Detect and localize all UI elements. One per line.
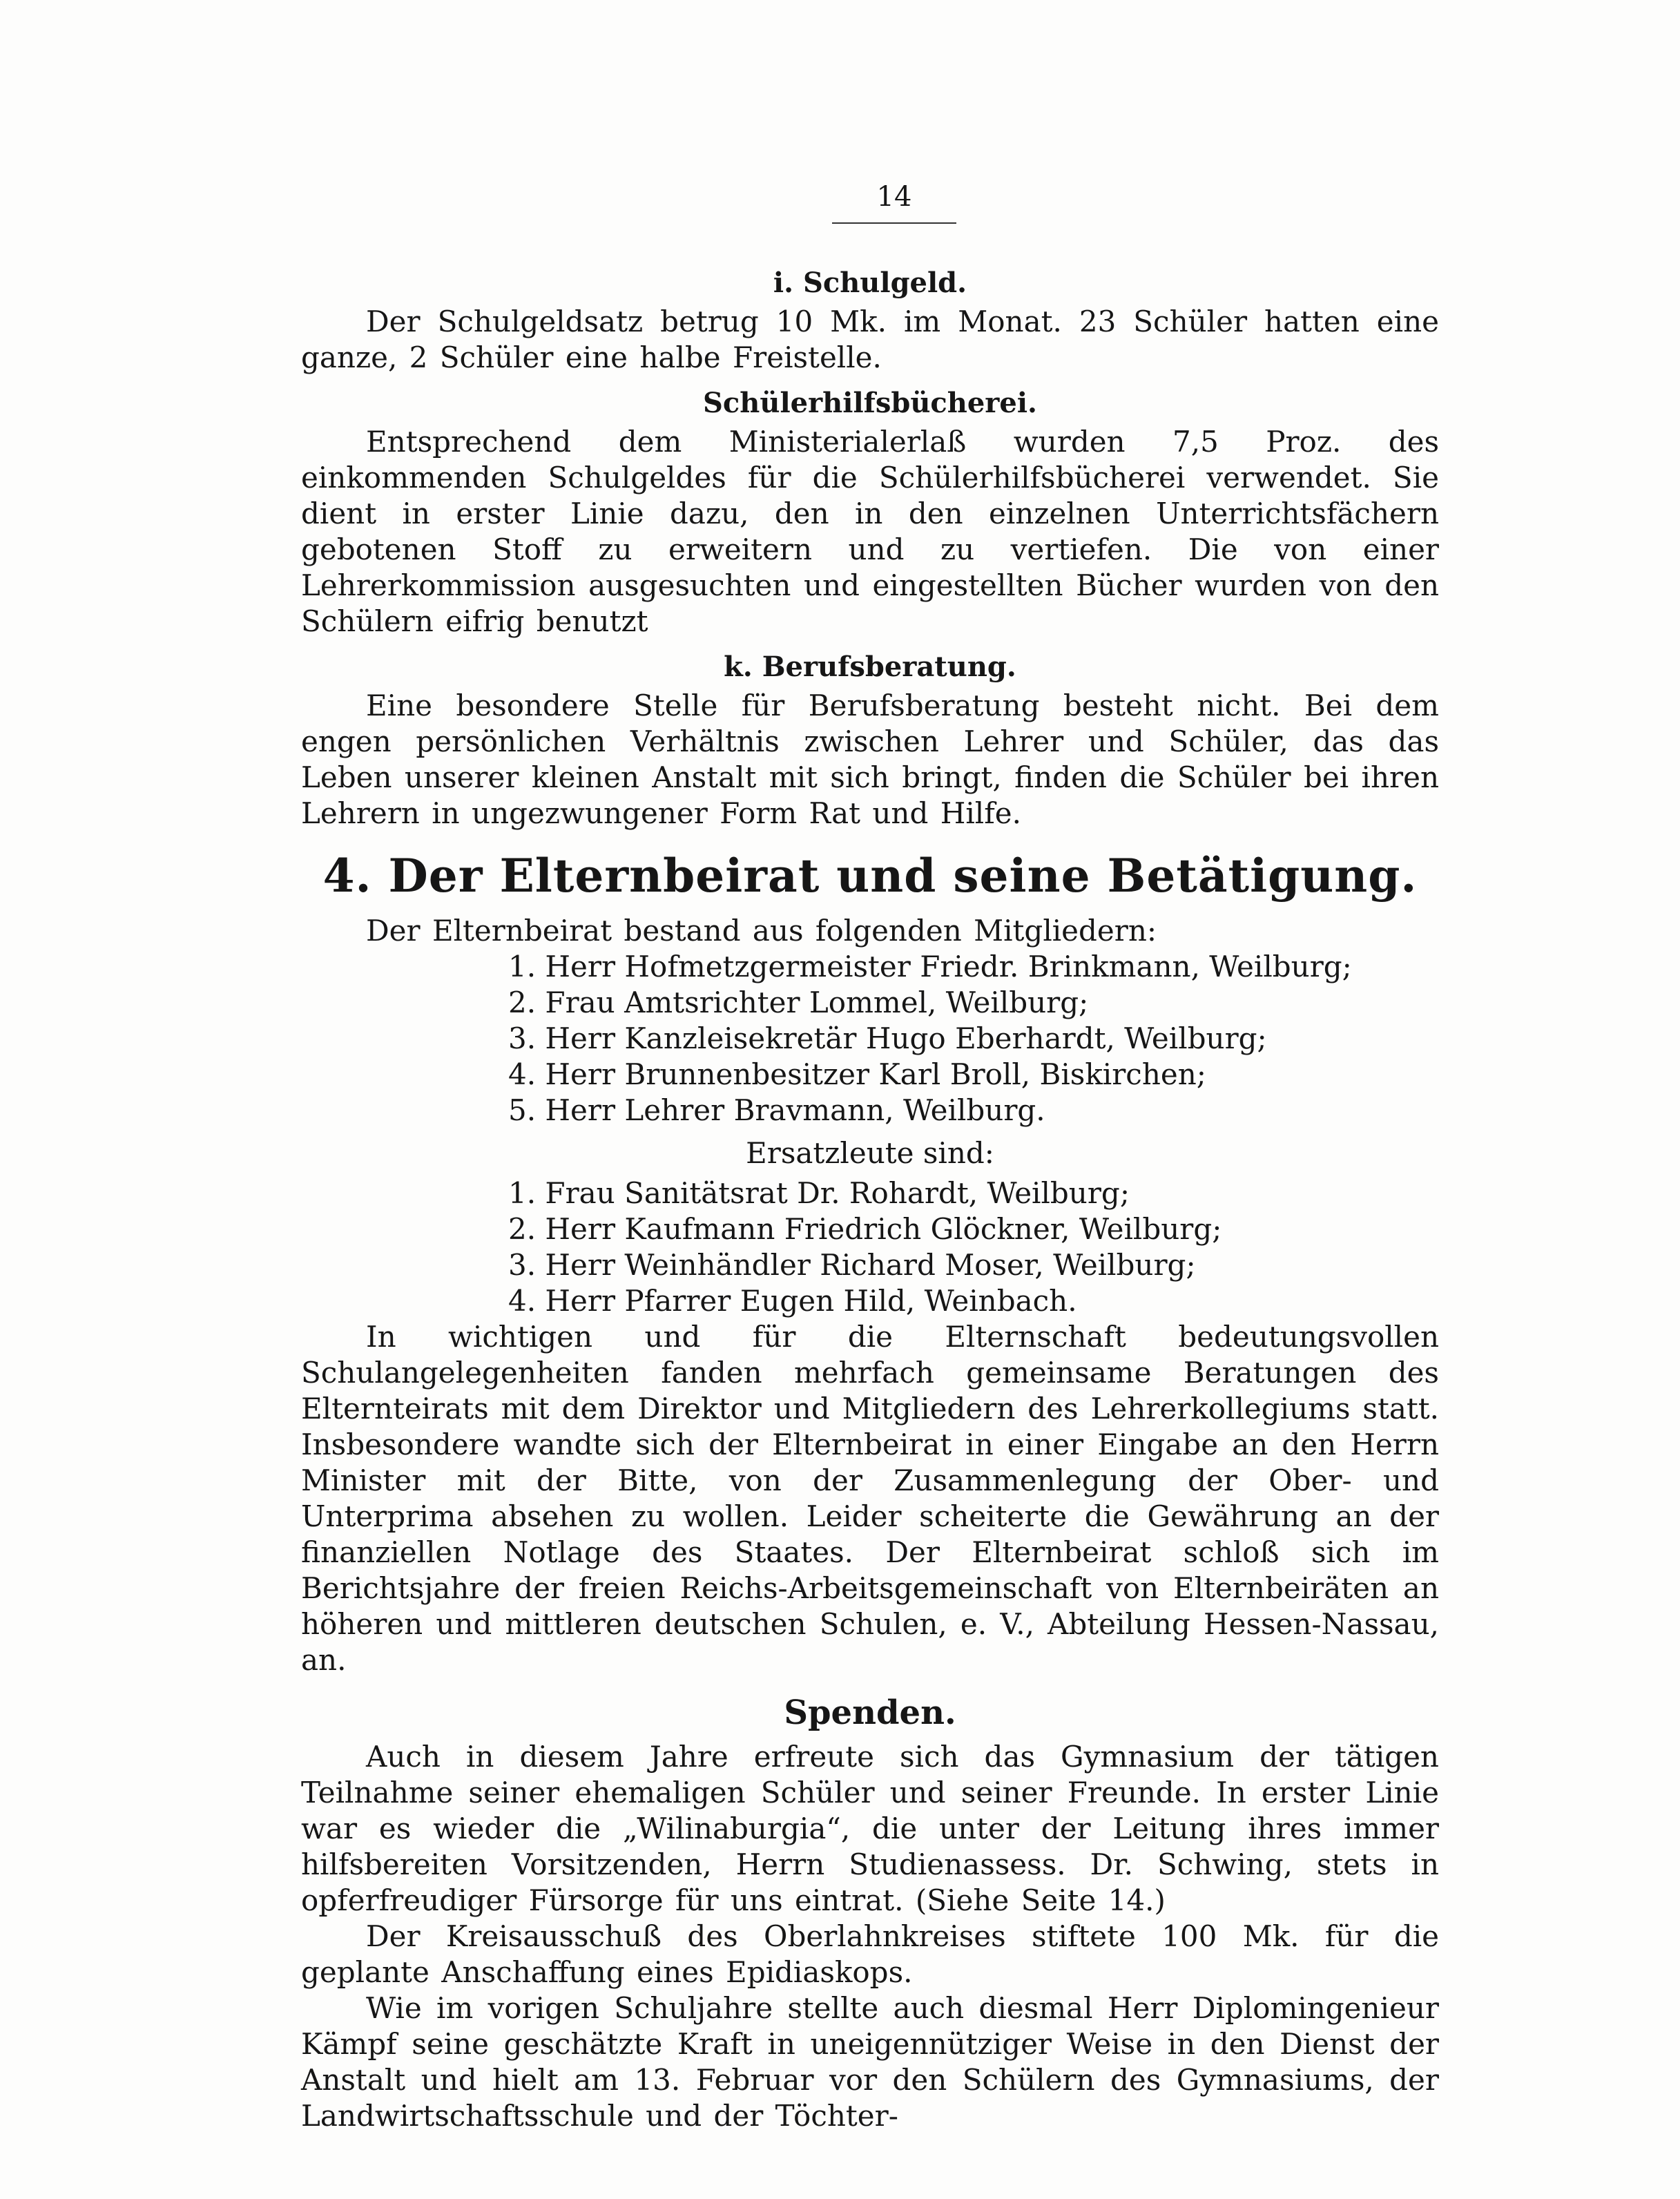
list-item: 3. Herr Kanzleisekretär Hugo Eberhardt, Weilburg; [508,1021,1267,1055]
paragraph-spenden-2: Der Kreisausschuß des Oberlahnkreises stiftete 100 Mk. für die geplante Anschaffung eines Epidiaskops. [301,1919,1439,1989]
paragraph-elternbeirat-intro: Der Elternbeirat bestand aus folgenden Mitgliedern: [366,914,1157,948]
paragraph-spenden-3: Wie im vorigen Schuljahre stellte auch diesmal Herr Diplomingenieur Kämpf seine geschätzte Kraft in uneigennütziger Weise in den Dienst der Anstalt und hielt am 13. Februar vor den Schülern des Gymnasiums, der Landwirtschaftsschule und der Töchter- [301,1991,1439,2133]
page-content [301,262,1439,2134]
list-item: 2. Frau Amtsrichter Lommel, Weilburg; [508,986,1089,1019]
section-heading-berufsberatung: k. Berufsberatung. [724,651,1016,683]
section-heading-schuelerhilfsbuecherei: Schülerhilfsbücherei. [703,387,1037,419]
list-item: 1. Herr Hofmetzgermeister Friedr. Brinkmann, Weilburg; [508,950,1352,983]
page-number-rule [832,222,956,224]
list-item: 5. Herr Lehrer Bravmann, Weilburg. [508,1093,1045,1127]
list-item: 4. Herr Pfarrer Eugen Hild, Weinbach. [508,1284,1077,1318]
paragraph-schulgeld: Der Schulgeldsatz betrug 10 Mk. im Monat. 23 Schüler hatten eine ganze, 2 Schüler eine halbe Freistelle. [301,305,1439,374]
paragraph-berufsberatung: Eine besondere Stelle für Berufsberatung besteht nicht. Bei dem engen persönlichen Verhältnis zwischen Lehrer und Schüler, das das Leben unserer kleinen Anstalt mit sich bringt, finden die Schüler bei ihren Lehrern in ungezwungener Form Rat und Hilfe. [301,689,1439,830]
substitutes-heading: Ersatzleute sind: [746,1136,994,1170]
paragraph-spenden-1: Auch in diesem Jahre erfreute sich das Gymnasium der tätigen Teilnahme seiner ehemaligen Schüler und seiner Freunde. In erster Linie war es wieder die „Wilinaburgia“, die unter der Leitung ihres immer hilfsbereiten Vorsitzenden, Herrn Studienassess. Dr. Schwing, stets in opferfreudiger Fürsorge für uns eintrat. (Siehe Seite 14.) [301,1740,1439,1917]
section-heading-schulgeld: i. Schulgeld. [773,267,967,299]
list-item: 3. Herr Weinhändler Richard Moser, Weilburg; [508,1248,1196,1282]
list-item: 4. Herr Brunnenbesitzer Karl Broll, Biskirchen; [508,1057,1206,1091]
paragraph-schuelerhilfsbuecherei: Entsprechend dem Ministerialerlaß wurden 7,5 Proz. des einkommenden Schulgeldes für die Schülerhilfsbücherei verwendet. Sie dient in erster Linie dazu, den in den einzelnen Unterrichtsfächern gebotenen Stoff zu erweitern und zu vertiefen. Die von einer Lehrerkommission ausgesuchten und eingestellten Bücher wurden von den Schülern eifrig benutzt [301,425,1439,638]
list-item: 2. Herr Kaufmann Friedrich Glöckner, Weilburg; [508,1212,1222,1246]
page-number: 14 [876,181,912,213]
section-heading-spenden: Spenden. [784,1693,956,1732]
substitute-list [301,1175,1439,1319]
member-list [301,949,1439,1129]
paragraph-elternbeirat-activity: In wichtigen und für die Elternschaft bedeutungsvollen Schulangelegenheiten fanden mehrfach gemeinsame Beratungen des Elternteirats mit dem Direktor und Mitgliedern des Lehrerkollegiums statt. Insbesondere wandte sich der Elternbeirat in einer Eingabe an den Herrn Minister mit der Bitte, von der Zusammenlegung der Ober- und Unterprima absehen zu wollen. Leider scheiterte die Gewährung an der finanziellen Notlage des Staates. Der Elternbeirat schloß sich im Berichtsjahre der freien Reichs-Arbeitsgemeinschaft von Elternbeiräten an höheren und mittleren deutschen Schulen, e. V., Abteilung Hessen-Nassau, an. [301,1320,1439,1677]
list-item: 1. Frau Sanitätsrat Dr. Rohardt, Weilburg; [508,1176,1130,1210]
chapter-heading-elternbeirat: 4. Der Elternbeirat und seine Betätigung. [322,849,1418,903]
